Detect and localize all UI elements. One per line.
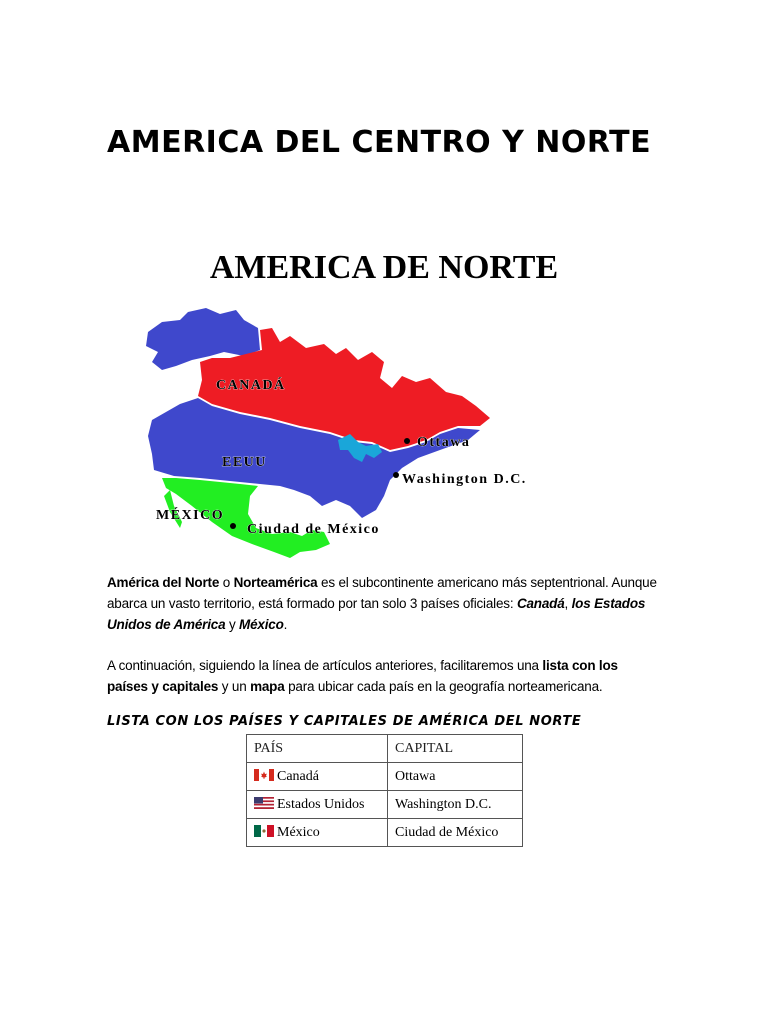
text-fragment: y un <box>218 679 251 694</box>
text-fragment: o <box>219 575 234 590</box>
page-title: AMERICA DEL CENTRO Y NORTE <box>107 125 652 160</box>
canada-flag-icon <box>254 769 274 781</box>
label-ottawa: Ottawa <box>417 435 471 450</box>
country-cell <box>247 791 388 819</box>
table-row <box>247 819 523 847</box>
header-capital: CAPITAL <box>388 735 523 763</box>
text-fragment: , <box>564 596 572 611</box>
bold-term: mapa <box>250 679 285 694</box>
table-header-row <box>247 735 523 763</box>
table-section-title: LISTA CON LOS PAÍSES Y CAPITALES DE AMÉRICA DEL NORTE <box>107 714 582 729</box>
country-canada-emph: Canadá <box>516 596 565 611</box>
text-fragment: para ubicar cada país en la geografía norteamericana. <box>284 679 603 694</box>
table-row <box>247 763 523 791</box>
washington-dot <box>393 472 399 478</box>
north-america-map <box>140 300 600 565</box>
text-fragment: A continuación, siguiendo la línea de artículos anteriores, facilitaremos una <box>107 658 543 673</box>
country-usa-emph: los Estados Unidos de América <box>107 596 646 632</box>
bold-term: Norteamérica <box>233 575 318 590</box>
capital-cell: Washington D.C. <box>388 791 523 819</box>
usa-flag-icon <box>254 797 274 809</box>
text-fragment: . <box>283 617 288 632</box>
mexico-flag-icon <box>254 825 274 837</box>
map-svg <box>140 300 600 565</box>
label-washington: Washington D.C. <box>402 472 527 487</box>
label-mexico: MÉXICO <box>156 508 225 523</box>
country-cell <box>247 763 388 791</box>
map-title: AMERICA DE NORTE <box>209 249 559 286</box>
countries-table <box>246 734 523 847</box>
text-fragment: es el subcontinente americano más septentrional. Aunque abarca un vasto territorio, está formado por tan solo 3 países oficiales: <box>107 575 657 611</box>
capital-cell: Ottawa <box>388 763 523 791</box>
country-name: Canadá <box>277 768 319 784</box>
list-intro-paragraph <box>107 655 657 697</box>
ottawa-dot <box>404 438 410 444</box>
country-name: México <box>277 824 320 840</box>
header-country: PAÍS <box>247 735 388 763</box>
intro-paragraph <box>107 572 657 635</box>
table-row <box>247 791 523 819</box>
label-mexico-city: Ciudad de México <box>247 522 380 537</box>
country-name: Estados Unidos <box>277 796 365 812</box>
country-mexico-emph: México <box>239 617 284 632</box>
mexico-city-dot <box>230 523 236 529</box>
label-canada: CANADÁ <box>216 378 286 393</box>
country-cell <box>247 819 388 847</box>
text-fragment: y <box>225 617 240 632</box>
bold-term: lista con los países y capitales <box>107 658 618 694</box>
bold-term: América del Norte <box>107 575 220 590</box>
capital-cell: Ciudad de México <box>388 819 523 847</box>
label-usa: EEUU <box>222 455 267 470</box>
